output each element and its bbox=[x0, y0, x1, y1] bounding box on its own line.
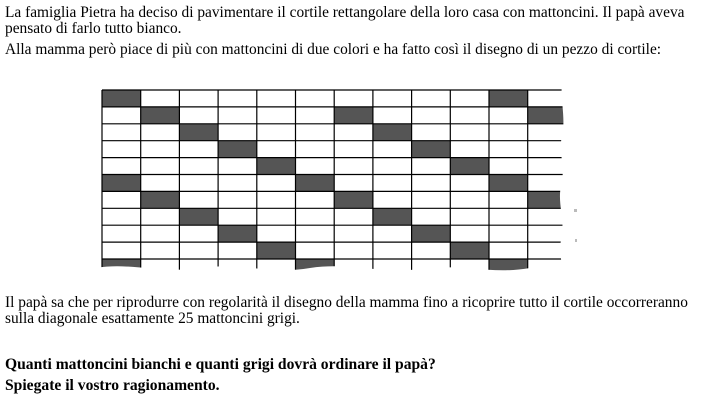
brick-white bbox=[528, 225, 567, 242]
brick-white bbox=[373, 158, 412, 175]
brick-gray bbox=[373, 208, 412, 225]
brick-white bbox=[218, 158, 257, 175]
mom-design-paragraph: Alla mamma però piace di più con mattoncini di due colori e ha fatto così il disegno di un pezzo di cortile: bbox=[5, 41, 662, 58]
brick-white bbox=[373, 191, 412, 208]
brick-white bbox=[334, 158, 373, 175]
brick-white bbox=[102, 225, 141, 242]
brick-white bbox=[218, 90, 257, 107]
brick-gray bbox=[102, 90, 141, 107]
brick-white bbox=[257, 90, 296, 107]
brick-gray bbox=[179, 124, 218, 141]
brick-white bbox=[489, 107, 528, 124]
brick-white bbox=[450, 141, 489, 158]
brick-white bbox=[334, 175, 373, 192]
brick-white bbox=[489, 242, 528, 259]
brick-white bbox=[179, 107, 218, 124]
brick-white bbox=[450, 90, 489, 107]
brick-white bbox=[373, 107, 412, 124]
brick-white bbox=[412, 208, 451, 225]
brick-white bbox=[296, 141, 335, 158]
brick-white bbox=[412, 175, 451, 192]
brick-white bbox=[450, 175, 489, 192]
brick-white bbox=[179, 191, 218, 208]
brick-white bbox=[102, 242, 141, 259]
brick-white bbox=[257, 225, 296, 242]
brick-white bbox=[296, 124, 335, 141]
brick-white bbox=[102, 208, 141, 225]
brick-white bbox=[102, 158, 141, 175]
brick-white bbox=[141, 124, 180, 141]
brick-white bbox=[141, 242, 180, 259]
brick-white bbox=[334, 208, 373, 225]
brick-white bbox=[450, 107, 489, 124]
brick-white bbox=[296, 242, 335, 259]
brick-gray bbox=[257, 158, 296, 175]
tear-mark-1 bbox=[574, 209, 577, 212]
brick-white bbox=[489, 158, 528, 175]
brick-white bbox=[257, 107, 296, 124]
brick-white bbox=[257, 208, 296, 225]
brick-white bbox=[412, 191, 451, 208]
brick-white bbox=[528, 141, 567, 158]
brick-white bbox=[489, 225, 528, 242]
brick-white bbox=[489, 208, 528, 225]
brick-white bbox=[412, 107, 451, 124]
brick-white bbox=[179, 175, 218, 192]
brick-white bbox=[528, 124, 567, 141]
brick-white bbox=[528, 208, 567, 225]
brick-white bbox=[412, 158, 451, 175]
brick-white bbox=[179, 242, 218, 259]
brick-white bbox=[218, 175, 257, 192]
brick-white bbox=[141, 175, 180, 192]
brick-gray bbox=[489, 90, 528, 107]
brick-gray bbox=[141, 191, 180, 208]
brick-gray bbox=[218, 141, 257, 158]
brick-white bbox=[334, 124, 373, 141]
brick-white bbox=[179, 158, 218, 175]
brick-gray bbox=[412, 141, 451, 158]
brick-white bbox=[102, 141, 141, 158]
brick-white bbox=[218, 107, 257, 124]
brick-gray bbox=[257, 242, 296, 259]
brick-gray bbox=[296, 175, 335, 192]
question-explain: Spiegate il vostro ragionamento. bbox=[5, 377, 220, 394]
brick-white bbox=[141, 208, 180, 225]
brick-gray bbox=[450, 242, 489, 259]
brick-gray bbox=[218, 225, 257, 242]
brick-gray bbox=[412, 225, 451, 242]
brick-white bbox=[489, 124, 528, 141]
brick-gray bbox=[141, 107, 180, 124]
brick-white bbox=[218, 208, 257, 225]
brick-white bbox=[489, 191, 528, 208]
brick-white bbox=[218, 191, 257, 208]
question-bricks-count: Quanti mattoncini bianchi e quanti grigi dovrà ordinare il papà? bbox=[5, 356, 436, 373]
brick-white bbox=[334, 141, 373, 158]
brick-white bbox=[334, 242, 373, 259]
brick-white bbox=[412, 124, 451, 141]
brick-gray bbox=[450, 158, 489, 175]
brick-white bbox=[296, 191, 335, 208]
torn-edge-right bbox=[560, 82, 600, 282]
brick-white bbox=[373, 242, 412, 259]
brick-white bbox=[334, 90, 373, 107]
brick-white bbox=[412, 242, 451, 259]
brick-white bbox=[450, 191, 489, 208]
brick-white bbox=[102, 124, 141, 141]
brick-white bbox=[296, 90, 335, 107]
brick-white bbox=[450, 124, 489, 141]
brick-white bbox=[373, 225, 412, 242]
brick-gray bbox=[528, 107, 567, 124]
brick-white bbox=[218, 124, 257, 141]
brick-white bbox=[141, 141, 180, 158]
brick-white bbox=[141, 158, 180, 175]
tear-mark-2 bbox=[575, 239, 577, 242]
brick-white bbox=[257, 141, 296, 158]
brick-white bbox=[296, 208, 335, 225]
brick-white bbox=[489, 141, 528, 158]
brick-white bbox=[179, 90, 218, 107]
brick-white bbox=[102, 191, 141, 208]
brick-white bbox=[257, 124, 296, 141]
brick-white bbox=[179, 141, 218, 158]
brick-white bbox=[296, 225, 335, 242]
brick-gray bbox=[334, 107, 373, 124]
brick-white bbox=[373, 90, 412, 107]
brick-white bbox=[102, 107, 141, 124]
brick-white bbox=[218, 242, 257, 259]
brick-white bbox=[257, 191, 296, 208]
brick-gray bbox=[489, 175, 528, 192]
brick-gray bbox=[334, 191, 373, 208]
brick-white bbox=[412, 90, 451, 107]
brick-gray bbox=[102, 175, 141, 192]
brick-white bbox=[296, 107, 335, 124]
brick-white bbox=[141, 225, 180, 242]
brick-white bbox=[373, 141, 412, 158]
brick-white bbox=[450, 225, 489, 242]
brick-white bbox=[373, 175, 412, 192]
brick-white bbox=[528, 158, 567, 175]
brick-gray bbox=[179, 208, 218, 225]
brick-white bbox=[296, 158, 335, 175]
brick-white bbox=[450, 208, 489, 225]
dad-note-paragraph: Il papà sa che per riprodurre con regolarità il disegno della mamma fino a ricoprire tutto il cortile occorreranno sulla diagonale esattamente 25 mattoncini grigi. bbox=[5, 294, 688, 327]
brick-white bbox=[141, 90, 180, 107]
brick-white bbox=[528, 90, 567, 107]
brick-gray bbox=[373, 124, 412, 141]
intro-paragraph: La famiglia Pietra ha deciso di pavimentare il cortile rettangolare della loro casa con mattoncini. Il papà aveva pensato di farlo tutto bianco. bbox=[5, 4, 685, 37]
brick-white bbox=[257, 175, 296, 192]
brick-white bbox=[334, 225, 373, 242]
brick-white bbox=[179, 225, 218, 242]
